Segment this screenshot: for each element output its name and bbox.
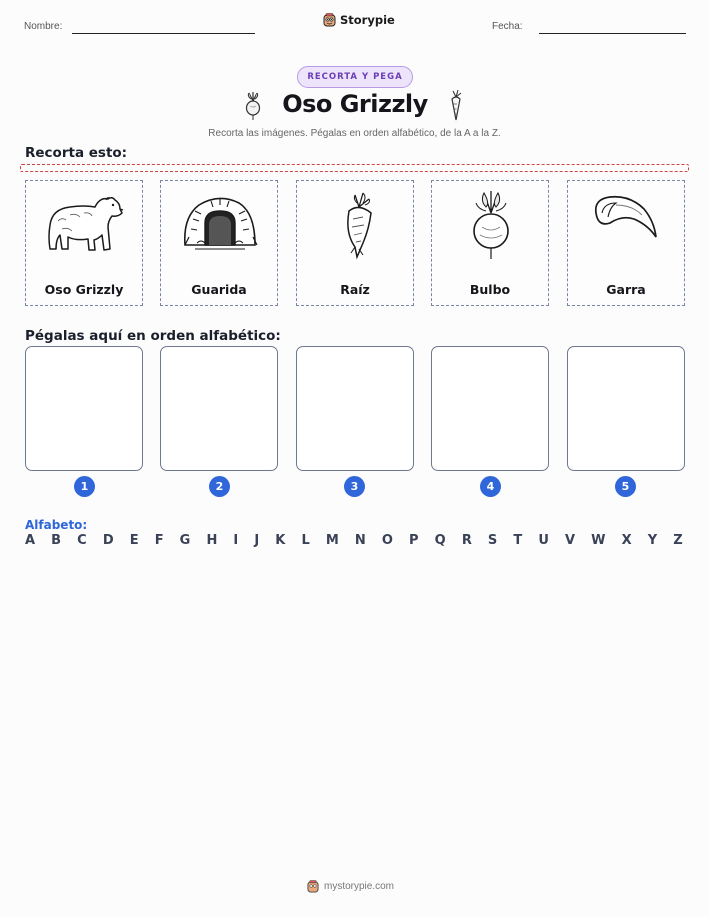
paste-slot-2[interactable] [160, 346, 278, 471]
alphabet-letter: S [487, 533, 498, 548]
root-icon [311, 187, 401, 267]
cutout-card-guarida[interactable] [160, 180, 278, 306]
claw-icon [582, 187, 672, 267]
storypie-mascot-icon [323, 13, 336, 27]
alphabet-letter: P [409, 533, 419, 548]
alphabet-letter: T [513, 533, 523, 548]
cut-heading: Recorta esto: [25, 145, 128, 161]
alphabet-letter: Q [434, 533, 446, 548]
alphabet-letter: U [538, 533, 549, 548]
alphabet-letter: K [275, 533, 286, 548]
footer [307, 880, 394, 893]
date-line[interactable] [539, 33, 686, 34]
paste-slot-1[interactable] [25, 346, 143, 471]
alphabet-letter: C [77, 533, 87, 548]
cut-line [20, 164, 689, 172]
alphabet-letter: Y [647, 533, 658, 548]
card-label: Oso Grizzly [44, 282, 124, 297]
card-label: Bulbo [469, 282, 511, 297]
name-line[interactable] [72, 33, 255, 34]
card-label: Guarida [191, 282, 247, 297]
alphabet-letter: N [354, 533, 366, 548]
brand-logo [323, 13, 395, 27]
carrot-decoration-icon [445, 89, 465, 122]
alphabet-heading: Alfabeto: [25, 518, 88, 532]
alphabet-letter: Z [673, 533, 683, 548]
alphabet-letter: A [25, 533, 36, 548]
cutout-card-garra[interactable] [567, 180, 685, 306]
slot-number-badge: 3 [344, 476, 365, 497]
alphabet-letter: B [51, 533, 62, 548]
worksheet-title: Oso Grizzly [282, 90, 428, 118]
brand-name: Storypie [340, 13, 395, 27]
cutout-card-bulbo[interactable] [431, 180, 549, 306]
alphabet-letter: D [102, 533, 114, 548]
alphabet-row [25, 533, 683, 548]
cutout-card-raiz[interactable] [296, 180, 414, 306]
slot-number-badge: 2 [209, 476, 230, 497]
alphabet-letter: M [325, 533, 339, 548]
alphabet-letter: H [206, 533, 218, 548]
instructions-text: Recorta las imágenes. Pégalas en orden alfabético, de la A a la Z. [208, 128, 501, 139]
slot-number-badge: 5 [615, 476, 636, 497]
paste-slot-3[interactable] [296, 346, 414, 471]
alphabet-letter: R [461, 533, 472, 548]
name-label: Nombre: [24, 21, 63, 32]
alphabet-letter: E [129, 533, 139, 548]
alphabet-letter: J [254, 533, 260, 548]
card-label: Garra [606, 282, 646, 297]
slot-number-badge: 1 [74, 476, 95, 497]
alphabet-letter: G [179, 533, 191, 548]
alphabet-letter: F [154, 533, 164, 548]
alphabet-letter: O [381, 533, 393, 548]
alphabet-letter: V [565, 533, 576, 548]
den-icon [175, 187, 265, 267]
footer-site[interactable]: mystorypie.com [324, 881, 395, 892]
paste-slot-4[interactable] [431, 346, 549, 471]
activity-badge: RECORTA Y PEGA [297, 66, 413, 88]
alphabet-letter: W [591, 533, 606, 548]
paste-heading: Pégalas aquí en orden alfabético: [25, 328, 281, 344]
paste-slot-5[interactable] [567, 346, 685, 471]
alphabet-letter: X [621, 533, 632, 548]
alphabet-letter: L [301, 533, 310, 548]
bulb-icon [446, 187, 536, 267]
card-label: Raíz [340, 282, 370, 297]
storypie-mascot-icon [307, 880, 319, 893]
cutout-card-oso-grizzly[interactable] [25, 180, 143, 306]
date-label: Fecha: [492, 21, 523, 32]
bear-icon [40, 187, 130, 267]
alphabet-letter: I [233, 533, 239, 548]
slot-number-badge: 4 [480, 476, 501, 497]
